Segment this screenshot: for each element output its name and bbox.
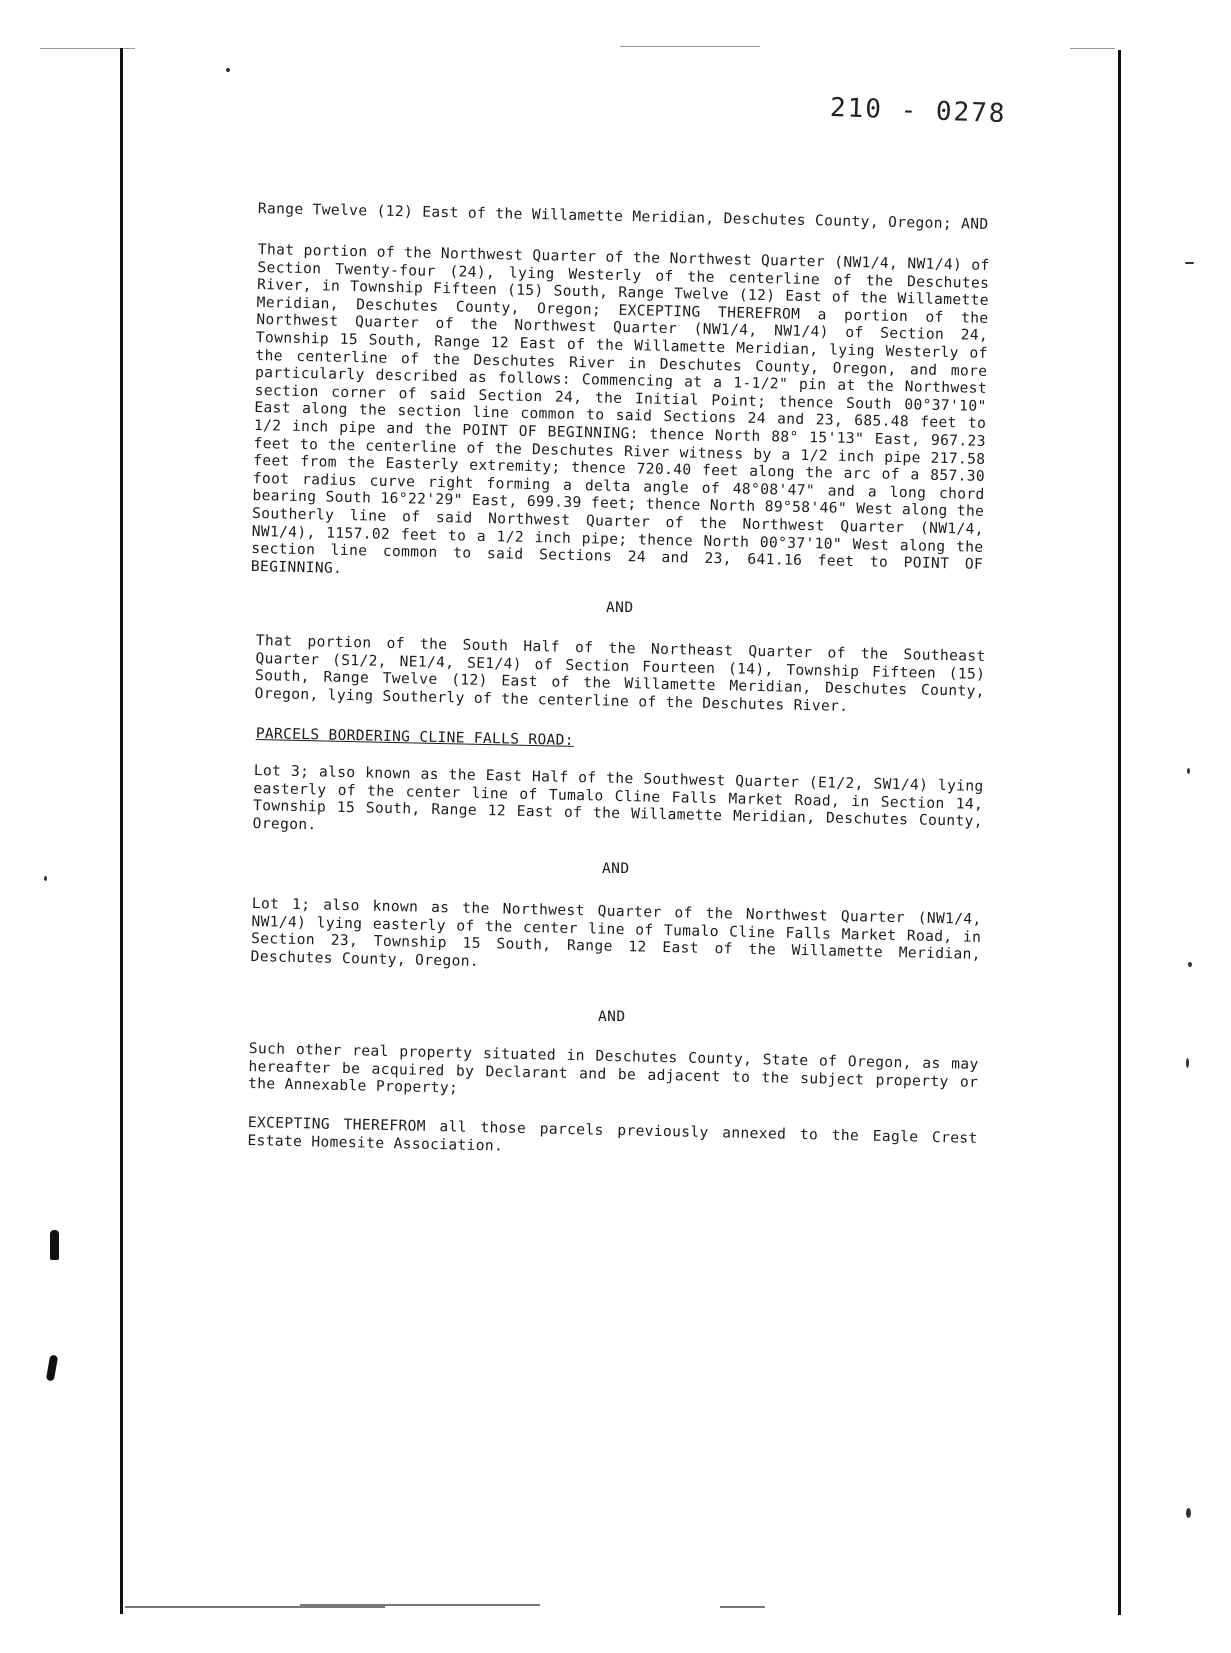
conjunction-and-2: AND (602, 860, 630, 877)
legal-description-paragraph-3: Lot 3; also known as the East Half of the Southwest Quarter (E1/2, SW1/4) lying easterly of the center line of Tumalo Cline Falls Market Road, in Section 14, Township 15 South, Range 12 East of the Willamette Meridian, Deschutes County, Oregon. (252, 762, 984, 834)
scan-edge-bottom-center (300, 1604, 540, 1606)
scan-speck (226, 68, 230, 72)
scan-edge-top-center (620, 46, 760, 47)
scan-border-left (120, 48, 123, 1614)
scan-speck (1188, 962, 1192, 967)
scan-speck (1186, 1508, 1191, 1518)
legal-description-paragraph-1: That portion of the Northwest Quarter of the Northwest Quarter (NW1/4, NW1/4) of Section Twenty-four (24), lying Westerly of the centerline of the Deschutes River, in Township Fifteen (15) South, Range Twelve (12) East of the Willamette Meridian, Deschutes County, Oregon; EXCEPTING THEREFROM a portion of the Northwest Quarter of the Northwest Quarter (NW1/4, NW1/4) of Section 24, Township 15 South, Range 12 East of the Willamette Meridian, lying Westerly of the centerline of the Deschutes River in Deschutes County, Oregon, and more particularly described as follows: Commencing at a 1-1/2" pin at the Northwest section corner of said Section 24, the Initial Point; thence South 00°37'10" East along the section line common to said Sections 24 and 23, 685.48 feet to 1/2 inch pipe and the POINT OF BEGINNING: thence North 88° 15'13" East, 967.23 feet to the centerline of the Deschutes River witness by a 1/2 inch pipe 217.58 feet from the Easterly extremity; thence 720.40 feet along the arc of a 857.30 foot radius curve right forming a delta angle of 48°08'47" and a long chord bearing South 16°22'29" East, 699.39 feet; thence North 89°58'46" West along the Southerly line of said Northwest Quarter of the Northwest Quarter (NW1/4, NW1/4), 1157.02 feet to a 1/2 inch pipe; thence North 00°37'10" West along the section line common to said Sections 24 and 23, 641.16 feet to POINT OF BEGINNING. (250, 241, 990, 577)
scan-edge-top-right (1070, 48, 1115, 49)
page-number: 210 - 0278 (829, 92, 1008, 130)
scan-blot (46, 1355, 58, 1382)
conjunction-and-3: AND (598, 1008, 626, 1025)
conjunction-and-1: AND (606, 599, 634, 616)
scan-speck (44, 876, 47, 881)
scan-speck (1186, 1058, 1189, 1068)
section-heading: PARCELS BORDERING CLINE FALLS ROAD: (255, 725, 574, 749)
scan-speck (1185, 262, 1194, 264)
legal-description-paragraph-4: Lot 1; also known as the Northwest Quarter of the Northwest Quarter (NW1/4, NW1/4) lying easterly of the center line of Tumalo Cline Falls Market Road, in Section 23, Township 15 South, Range 12 East of the Willamette Meridian, Deschutes County, Oregon. (250, 895, 982, 970)
scan-blot (50, 1230, 59, 1260)
scan-edge-bottom-left (125, 1606, 385, 1608)
intro-line: Range Twelve (12) East of the Willamette Meridian, Deschutes County, Oregon; AND (257, 200, 989, 233)
legal-description-paragraph-2: That portion of the South Half of the Northeast Quarter of the Southeast Quarter (S1/2, NE1/4, SE1/4) of Section Fourteen (14), Township Fifteen (15) South, Range Twelve (12) East of the Willamette Meridian, Deschutes County, Oregon, lying Southerly of the centerline of the Deschutes River. (254, 632, 986, 715)
scan-edge-bottom-right (720, 1606, 765, 1608)
scan-speck (1187, 768, 1190, 774)
legal-description-paragraph-6: EXCEPTING THEREFROM all those parcels previously annexed to the Eagle Crest Estate Homesite Association. (247, 1114, 978, 1155)
legal-description-paragraph-5: Such other real property situated in Deschutes County, State of Oregon, as may hereafter be acquired by Declarant and be adjacent to the subject property or the Annexable Property; (247, 1040, 979, 1097)
scan-border-right (1118, 50, 1121, 1615)
